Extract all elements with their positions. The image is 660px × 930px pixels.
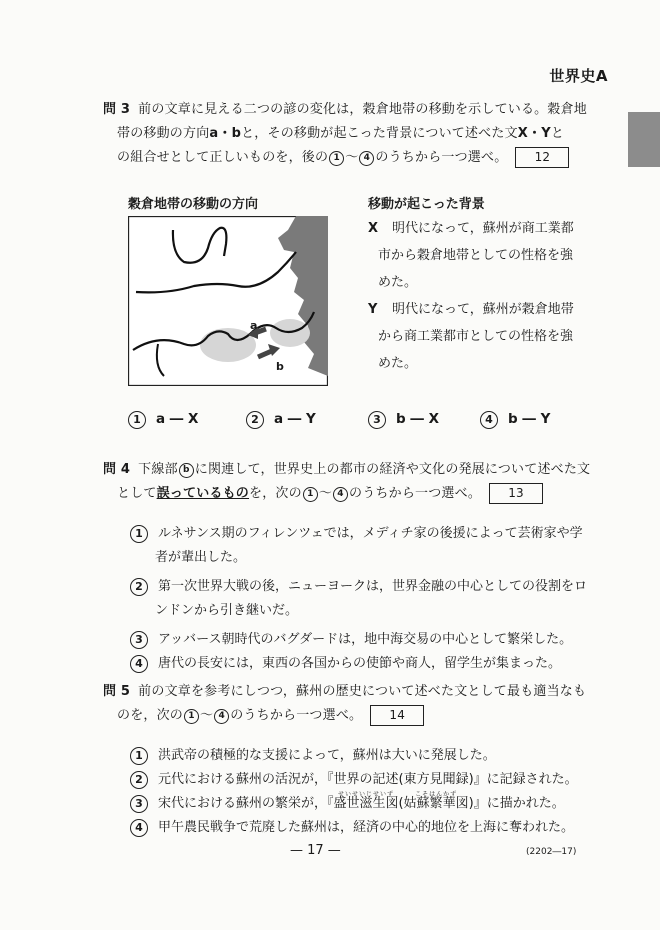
background-statements [368, 215, 598, 371]
background-heading: 移動が起こった背景 [368, 197, 485, 212]
x-line1: 明代になって，蘇州が商工業都 [392, 221, 574, 236]
q5-line1: 問 5 前の文章を参考にしつつ，蘇州の歴史について述べた文として最も適当なも [103, 684, 587, 699]
label-y: Y [368, 302, 378, 317]
map-label-b: b [276, 360, 284, 373]
q5-option-3[interactable]: 3 宋代における蘇州の繁栄が，『 せいせいじせいず 盛世滋生図( こそはんかず 姑蘇繁華図)』に描かれた。 [130, 792, 565, 816]
answer-box-12[interactable]: 12 [515, 147, 569, 168]
answer-box-13[interactable]: 13 [489, 483, 543, 504]
q3-line1: 問 3 前の文章に見える二つの諺の変化は，穀倉地帯の移動を示している。穀倉地 [103, 102, 587, 117]
ruby-koso: こそはんかず 姑蘇繁華図 [403, 791, 469, 811]
q5-option-4[interactable]: 4 甲午農民戦争で荒廃した蘇州は，経済の中心的地位を上海に奪われた。 [130, 816, 574, 840]
q3-line2: 帯の移動の方向a・bと，その移動が起こった背景について述べた文X・Yと [117, 126, 565, 141]
q4-option-3[interactable]: 3 アッバース朝時代のバグダードは，地中海交易の中心として繁栄した。 [130, 628, 572, 652]
map-label-a: a [250, 319, 258, 332]
ruby-seisei: せいせいじせいず 盛世滋生図 [333, 791, 399, 811]
map-heading: 穀倉地帯の移動の方向 [128, 197, 259, 212]
label-x: X [368, 221, 379, 236]
q5-option-1[interactable]: 1 洪武帝の積極的な支援によって，蘇州は大いに発展した。 [130, 744, 496, 768]
subject-header: 世界史A [549, 67, 608, 85]
q3-option-4[interactable]: 4 b ― Y [480, 411, 550, 429]
q3-line3: の組合せとして正しいものを，後の 1 ～ 4 のうちから一つ選べ。 12 [117, 146, 569, 170]
q5-line2: のを，次の 1 ～ 4 のうちから一つ選べ。 14 [117, 704, 424, 728]
q3-option-1[interactable]: 1 a ― X [128, 411, 198, 429]
page-code: (2202―17) [526, 847, 577, 857]
answer-box-14[interactable]: 14 [370, 705, 424, 726]
y-line3: めた。 [378, 356, 418, 371]
q3-option-3[interactable]: 3 b ― X [368, 411, 439, 429]
side-index-tab [628, 112, 660, 167]
q4-line1: 問 4 下線部 b に関連して，世界史上の都市の経済や文化の発展について述べた文 [103, 462, 591, 477]
x-line3: めた。 [378, 275, 418, 290]
q4-option-2[interactable]: 2 第一次世界大戦の後，ニューヨークは，世界金融の中心としての役割をロ [130, 575, 587, 599]
q4-option-2-cont: ンドンから引き継いだ。 [155, 603, 299, 618]
q5-number: 問 5 [103, 684, 131, 699]
q5-options [130, 744, 600, 844]
q4-options [130, 522, 590, 671]
q3-options [128, 411, 598, 433]
page-number: — 17 — [290, 843, 341, 858]
q3-option-2[interactable]: 2 a ― Y [246, 411, 316, 429]
q4-option-4[interactable]: 4 唐代の長安には，東西の各国からの使節や商人，留学生が集まった。 [130, 652, 561, 676]
q4-option-1[interactable]: 1 ルネサンス期のフィレンツェでは，メディチ家の後援によって芸術家や学 [130, 522, 583, 546]
q3-number: 問 3 [103, 102, 131, 117]
river-map [128, 216, 328, 386]
y-line1: 明代になって，蘇州が穀倉地帯 [392, 302, 574, 317]
x-line2: 市から穀倉地帯としての性格を強 [378, 248, 574, 263]
q4-line2: として誤っているものを，次の 1 ～ 4 のうちから一つ選べ。 13 [117, 482, 543, 506]
q5-option-2[interactable]: 2 元代における蘇州の活況が，『世界の記述(東方見聞録)』に記録された。 [130, 768, 578, 792]
q4-option-1-cont: 者が輩出した。 [155, 550, 247, 565]
y-line2: から商工業都市としての性格を強 [378, 329, 574, 344]
q4-number: 問 4 [103, 462, 131, 477]
